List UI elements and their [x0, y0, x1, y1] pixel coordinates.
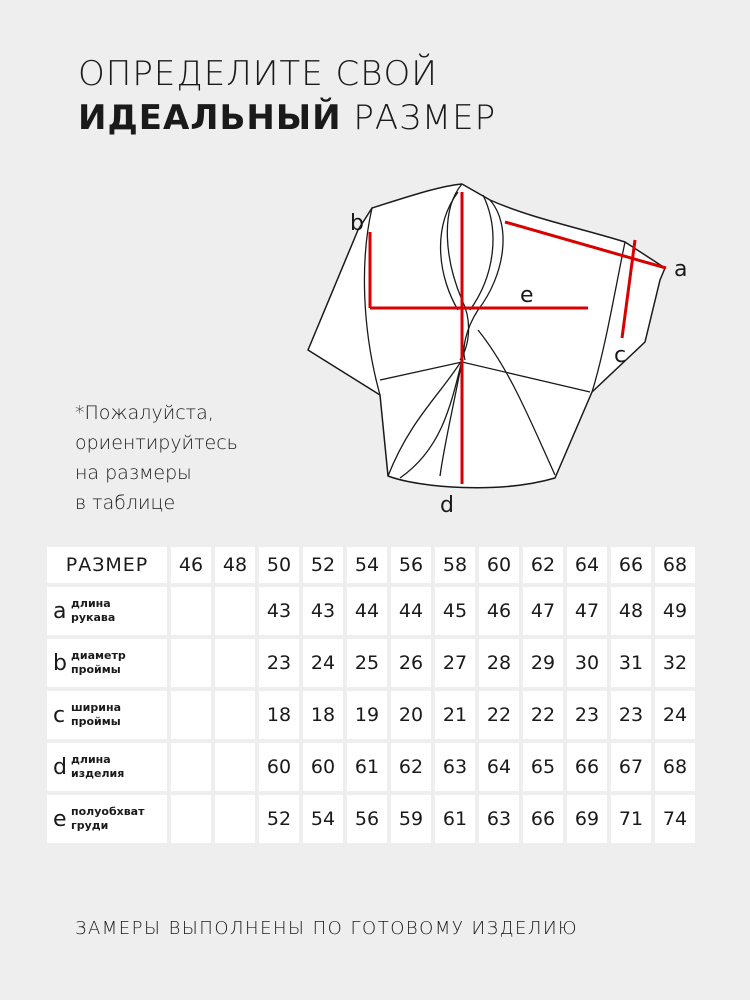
- table-cell: 18: [259, 691, 299, 739]
- row-desc-line: проймы: [71, 715, 121, 728]
- row-desc-line: полуобхват: [71, 805, 145, 818]
- size-header-cell: 48: [215, 547, 255, 583]
- table-cell: 49: [655, 587, 695, 635]
- table-cell: 74: [655, 795, 695, 843]
- table-cell: 48: [611, 587, 651, 635]
- table-cell: [171, 795, 211, 843]
- table-cell: [215, 743, 255, 791]
- size-header-cell: 64: [567, 547, 607, 583]
- table-cell: [215, 795, 255, 843]
- table-cell: [215, 639, 255, 687]
- table-cell: 52: [259, 795, 299, 843]
- table-cell: 69: [567, 795, 607, 843]
- table-cell: 68: [655, 743, 695, 791]
- table-cell: 45: [435, 587, 475, 635]
- row-desc-line: рукава: [71, 611, 116, 624]
- size-header-label: РАЗМЕР: [47, 547, 167, 583]
- table-cell: 47: [567, 587, 607, 635]
- table-cell: 26: [391, 639, 431, 687]
- table-cell: 30: [567, 639, 607, 687]
- label-a: a: [674, 257, 688, 282]
- table-row: [47, 795, 695, 843]
- table-cell: 65: [523, 743, 563, 791]
- size-header-cell: 68: [655, 547, 695, 583]
- size-header-cell: 62: [523, 547, 563, 583]
- sizing-note: [75, 398, 238, 518]
- size-header-cell: 58: [435, 547, 475, 583]
- table-cell: 23: [611, 691, 651, 739]
- row-desc-line: проймы: [71, 663, 121, 676]
- table-cell: 64: [479, 743, 519, 791]
- table-cell: 32: [655, 639, 695, 687]
- table-cell: 24: [303, 639, 343, 687]
- table-cell: 59: [391, 795, 431, 843]
- row-desc-line: изделия: [71, 767, 125, 780]
- row-desc-line: длина: [71, 597, 111, 610]
- table-cell: 44: [391, 587, 431, 635]
- row-letter: a: [53, 598, 67, 624]
- table-cell: [171, 743, 211, 791]
- table-cell: 29: [523, 639, 563, 687]
- title-rest-word: РАЗМЕР: [353, 98, 497, 138]
- size-header-cell: 60: [479, 547, 519, 583]
- row-label: [47, 743, 167, 791]
- row-label: [47, 795, 167, 843]
- table-row: [47, 639, 695, 687]
- label-e: e: [520, 283, 534, 308]
- title-line-1: ОПРЕДЕЛИТЕ СВОЙ: [78, 54, 438, 94]
- table-cell: 71: [611, 795, 651, 843]
- row-letter: b: [53, 650, 67, 676]
- row-letter: c: [53, 702, 66, 728]
- row-label: [47, 587, 167, 635]
- size-header-cell: 56: [391, 547, 431, 583]
- table-cell: 63: [479, 795, 519, 843]
- size-header-cell: 46: [171, 547, 211, 583]
- table-cell: 46: [479, 587, 519, 635]
- table-cell: 22: [479, 691, 519, 739]
- table-cell: 28: [479, 639, 519, 687]
- row-desc-line: груди: [71, 819, 109, 832]
- table-row: [47, 691, 695, 739]
- note-line-1: *Пожалуйста,: [75, 402, 214, 424]
- row-label: [47, 639, 167, 687]
- table-row: [47, 587, 695, 635]
- label-c: c: [614, 343, 627, 368]
- table-cell: 62: [391, 743, 431, 791]
- table-cell: 54: [303, 795, 343, 843]
- table-cell: 20: [391, 691, 431, 739]
- table-cell: [171, 639, 211, 687]
- table-cell: 47: [523, 587, 563, 635]
- table-cell: 21: [435, 691, 475, 739]
- table-cell: 67: [611, 743, 651, 791]
- row-desc-line: длина: [71, 753, 111, 766]
- table-cell: 23: [567, 691, 607, 739]
- note-line-3: на размеры: [75, 462, 192, 484]
- table-cell: 31: [611, 639, 651, 687]
- table-cell: 22: [523, 691, 563, 739]
- table-cell: 63: [435, 743, 475, 791]
- garment-diagram: [300, 180, 720, 520]
- row-label: [47, 691, 167, 739]
- note-line-2: ориентируйтесь: [75, 432, 238, 454]
- table-cell: 18: [303, 691, 343, 739]
- row-letter: d: [53, 754, 67, 780]
- size-table: [43, 543, 699, 847]
- title-line-2: [78, 96, 496, 140]
- table-cell: 60: [303, 743, 343, 791]
- table-cell: [215, 587, 255, 635]
- row-desc-line: диаметр: [71, 649, 126, 662]
- table-cell: [171, 587, 211, 635]
- row-desc-line: ширина: [71, 701, 121, 714]
- table-cell: 61: [435, 795, 475, 843]
- table-cell: [215, 691, 255, 739]
- table-cell: 60: [259, 743, 299, 791]
- size-header-cell: 52: [303, 547, 343, 583]
- note-line-4: в таблице: [75, 492, 176, 514]
- table-cell: 43: [259, 587, 299, 635]
- table-row: [47, 743, 695, 791]
- page-title: [78, 52, 496, 140]
- size-header-cell: 54: [347, 547, 387, 583]
- table-cell: 19: [347, 691, 387, 739]
- size-header-row: [47, 547, 695, 583]
- table-cell: 23: [259, 639, 299, 687]
- table-cell: 44: [347, 587, 387, 635]
- table-cell: [171, 691, 211, 739]
- table-cell: 66: [567, 743, 607, 791]
- table-cell: 25: [347, 639, 387, 687]
- table-cell: 43: [303, 587, 343, 635]
- footer-note: ЗАМЕРЫ ВЫПОЛНЕНЫ ПО ГОТОВОМУ ИЗДЕЛИЮ: [75, 918, 579, 939]
- table-cell: 56: [347, 795, 387, 843]
- title-bold-word: ИДЕАЛЬНЫЙ: [78, 98, 342, 138]
- row-letter: e: [53, 806, 67, 832]
- table-cell: 66: [523, 795, 563, 843]
- size-header-cell: 50: [259, 547, 299, 583]
- table-cell: 27: [435, 639, 475, 687]
- size-header-cell: 66: [611, 547, 651, 583]
- label-b: b: [350, 211, 364, 236]
- label-d: d: [440, 493, 454, 518]
- table-cell: 24: [655, 691, 695, 739]
- table-cell: 61: [347, 743, 387, 791]
